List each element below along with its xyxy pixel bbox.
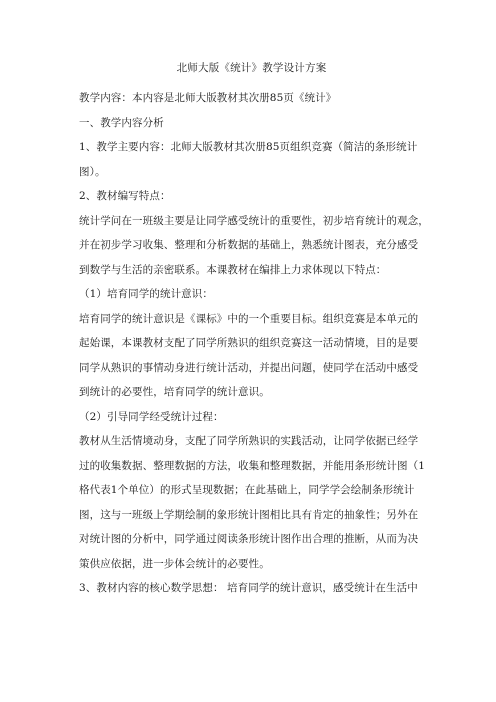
- text-line: 1、教学主要内容：北师大版教材其次册85页组织竞赛（简洁的条形统计: [79, 141, 418, 153]
- heading-content-analysis: [79, 111, 424, 136]
- text-line: 策供应依据，进一步体会统计的必要性。: [79, 557, 270, 570]
- text-line: 3、教材内容的核心数学思想： 培育同学的统计意识，感受统计在生活中: [79, 582, 418, 594]
- text-line: 培育同学的统计意识是《课标》中的一个重要目标。组织竞赛是本单元的: [79, 312, 419, 325]
- text-line: 并在初步学习收集、整理和分析数据的基础上，熟悉统计图表，充分感受: [79, 239, 419, 251]
- paragraph-core-thought: [79, 576, 424, 601]
- heading-textbook-features: [79, 184, 424, 209]
- text-line: 2、教材编写特点：: [79, 190, 171, 202]
- text-line: 图）。: [79, 165, 106, 178]
- subheading-statistical-process: [79, 405, 424, 430]
- text-line: 对统计图的分析中，同学通过阅读条形统计图作出合理的推断，从而为决: [79, 533, 419, 545]
- text-line: （2）引导同学经受统计过程：: [79, 410, 224, 423]
- document-body: [79, 62, 429, 601]
- text-line: 一、教学内容分析: [79, 116, 164, 129]
- text-line: 教材从生活情境动身，支配了同学所熟识的实践活动，让同学依据已经学: [79, 435, 419, 447]
- text-line: 统计学问在一班级主要是让同学感受统计的重要性，初步培育统计的观念，: [79, 214, 429, 227]
- text-line: 到统计的必要性，培育同学的统计意识。: [79, 386, 270, 398]
- paragraph-statistical-awareness: [79, 307, 424, 405]
- text-line: 起始课，本课教材支配了同学所熟识的组织竞赛这一活动情境，目的是要: [79, 337, 419, 349]
- document-title: 北师大版《统计》教学设计方案: [176, 62, 327, 74]
- text-line: 过的收集数据、整理数据的方法，收集和整理数据，并能用条形统计图（1: [79, 459, 425, 472]
- subheading-statistical-awareness: [79, 282, 424, 307]
- paragraph-statistics-overview: [79, 209, 429, 283]
- paragraph-statistical-process: [79, 429, 424, 576]
- text-line: （1）培育同学的统计意识：: [79, 288, 213, 300]
- text-line: 图，这与一班级上学期绘制的象形统计图相比具有肯定的抽象性；另外在: [79, 508, 419, 521]
- text-line: 格代表1个单位）的形式呈现数据；在此基础上，同学学会绘制条形统计: [79, 484, 415, 496]
- paragraph-main-content: [79, 135, 424, 184]
- text-line: 到数学与生活的亲密联系。本课教材在编排上力求体现以下特点：: [79, 263, 387, 276]
- text-line: 同学从熟识的事情动身进行统计活动，并提出问题，使同学在活动中感受: [79, 361, 419, 374]
- paragraph-teaching-content: [79, 86, 424, 111]
- text-line: 教学内容：本内容是北师大版教材其次册85页《统计》: [79, 92, 337, 104]
